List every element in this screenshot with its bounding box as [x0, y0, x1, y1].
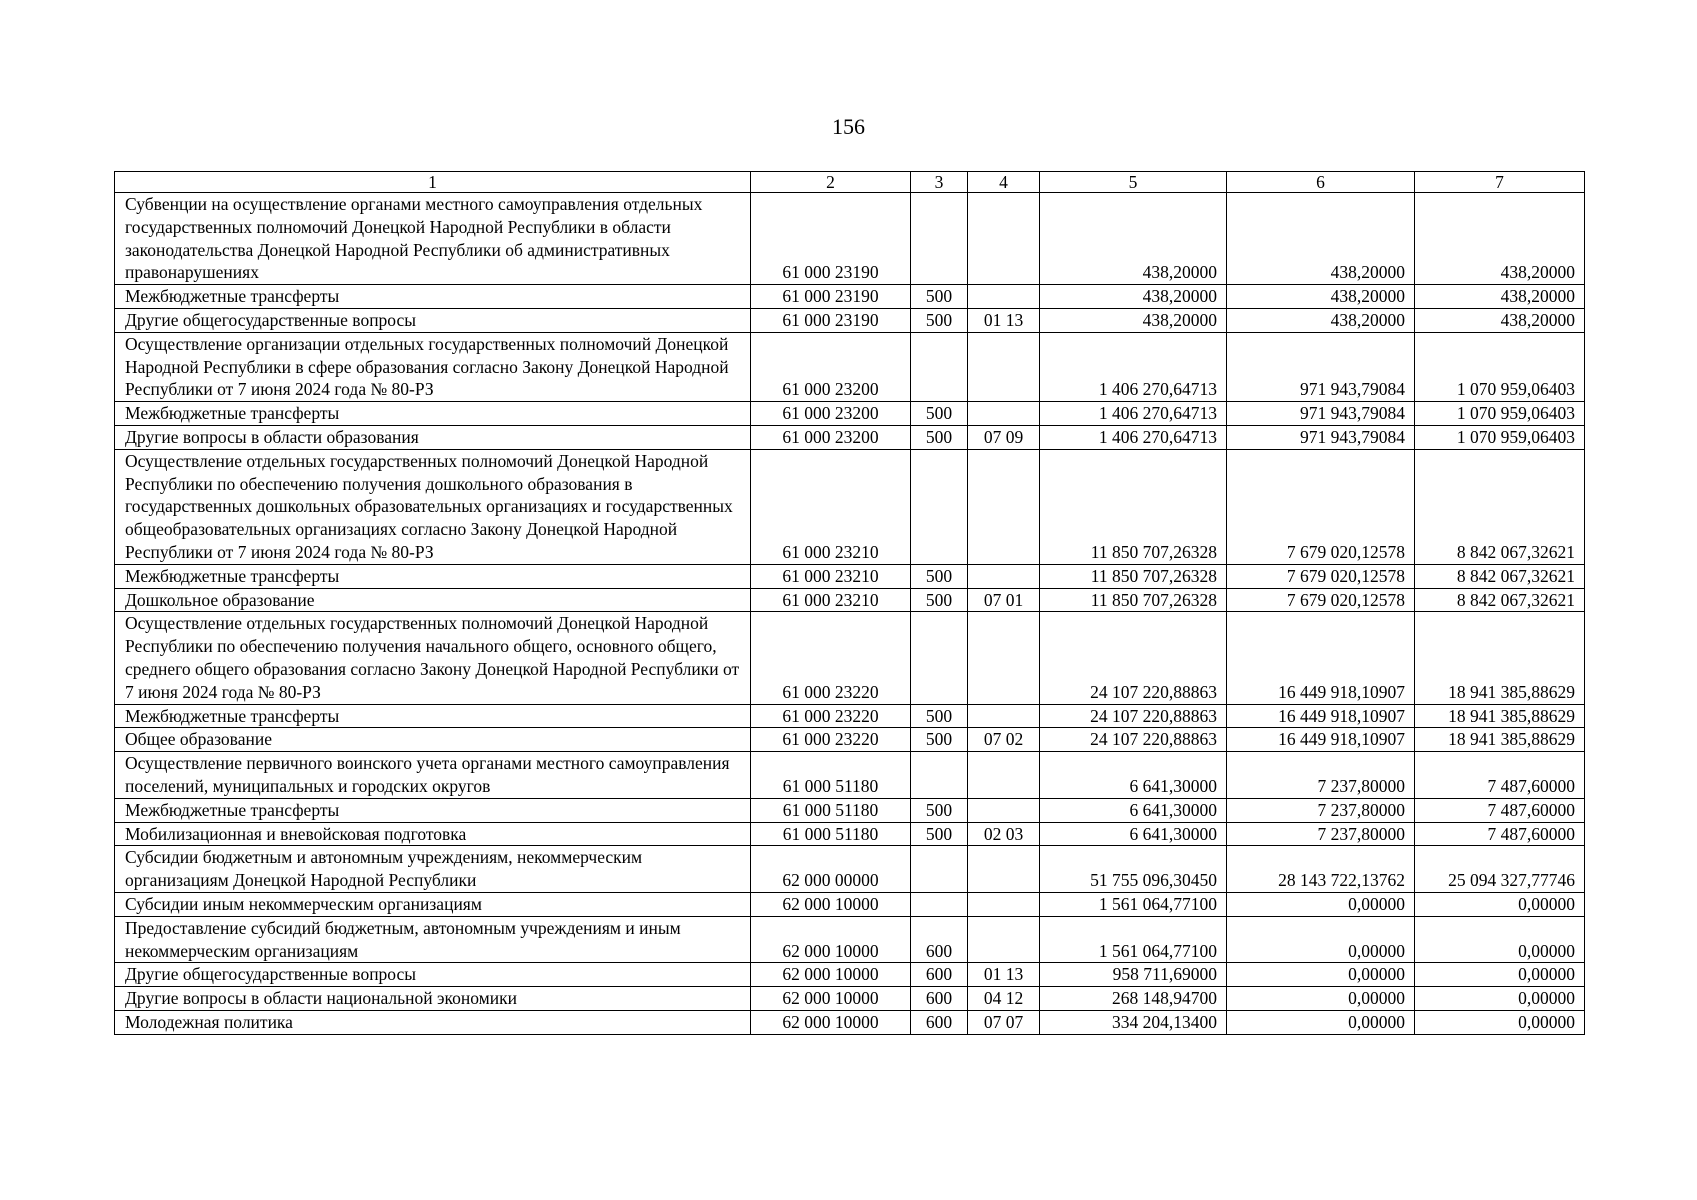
row-amount-6-cell: 16 449 918,10907: [1227, 728, 1415, 752]
row-name-cell: Осуществление организации отдельных государственных полномочий Донецкой Народной Республики в сфере образования согласно Закону Донецкой Народной Республики от 7 июня 2024 года № 80-РЗ: [115, 332, 751, 401]
row-amount-7-cell: 7 487,60000: [1415, 798, 1585, 822]
table-row: [115, 449, 1585, 564]
row-expense-type-cell: 600: [911, 987, 968, 1011]
table-row: [115, 752, 1585, 799]
row-amount-7-cell: 0,00000: [1415, 963, 1585, 987]
row-amount-5-cell: 1 561 064,77100: [1040, 916, 1227, 963]
row-name-cell: Общее образование: [115, 728, 751, 752]
row-code-cell: 62 000 10000: [751, 963, 911, 987]
row-amount-6-cell: 0,00000: [1227, 963, 1415, 987]
row-expense-type-cell: 500: [911, 285, 968, 309]
row-amount-7-cell: 0,00000: [1415, 916, 1585, 963]
row-amount-7-cell: 1 070 959,06403: [1415, 402, 1585, 426]
table-row: [115, 916, 1585, 963]
row-amount-5-cell: 268 148,94700: [1040, 987, 1227, 1011]
row-code-cell: 62 000 10000: [751, 987, 911, 1011]
row-section-cell: 07 09: [968, 425, 1040, 449]
row-section-cell: 07 02: [968, 728, 1040, 752]
column-header-5: 5: [1040, 172, 1227, 193]
row-expense-type-cell: 500: [911, 588, 968, 612]
row-amount-6-cell: 7 679 020,12578: [1227, 588, 1415, 612]
row-amount-5-cell: 334 204,13400: [1040, 1010, 1227, 1034]
row-section-cell: [968, 704, 1040, 728]
row-amount-5-cell: 11 850 707,26328: [1040, 564, 1227, 588]
row-expense-type-cell: 500: [911, 564, 968, 588]
row-section-cell: [968, 846, 1040, 893]
row-expense-type-cell: [911, 449, 968, 564]
row-section-cell: 02 03: [968, 822, 1040, 846]
row-section-cell: [968, 402, 1040, 426]
row-name-cell: Субсидии иным некоммерческим организациям: [115, 892, 751, 916]
table-row: [115, 987, 1585, 1011]
row-expense-type-cell: 500: [911, 728, 968, 752]
table-row: [115, 612, 1585, 704]
column-header-4: 4: [968, 172, 1040, 193]
row-section-cell: 07 01: [968, 588, 1040, 612]
row-amount-7-cell: 8 842 067,32621: [1415, 449, 1585, 564]
table-row: [115, 846, 1585, 893]
row-code-cell: 61 000 23200: [751, 425, 911, 449]
row-amount-7-cell: 8 842 067,32621: [1415, 564, 1585, 588]
table-row: [115, 704, 1585, 728]
row-amount-7-cell: 0,00000: [1415, 987, 1585, 1011]
row-amount-7-cell: 1 070 959,06403: [1415, 425, 1585, 449]
row-code-cell: 61 000 23210: [751, 564, 911, 588]
row-amount-6-cell: 7 237,80000: [1227, 822, 1415, 846]
row-expense-type-cell: 500: [911, 402, 968, 426]
page-number: 156: [832, 114, 865, 139]
row-section-cell: [968, 449, 1040, 564]
row-amount-7-cell: 18 941 385,88629: [1415, 612, 1585, 704]
row-code-cell: 61 000 23220: [751, 612, 911, 704]
row-amount-6-cell: 16 449 918,10907: [1227, 612, 1415, 704]
row-code-cell: 61 000 51180: [751, 752, 911, 799]
row-name-cell: Другие общегосударственные вопросы: [115, 308, 751, 332]
row-code-cell: 61 000 23200: [751, 332, 911, 401]
row-expense-type-cell: 500: [911, 308, 968, 332]
row-amount-6-cell: 438,20000: [1227, 285, 1415, 309]
row-amount-5-cell: 1 406 270,64713: [1040, 425, 1227, 449]
row-section-cell: [968, 193, 1040, 285]
row-name-cell: Другие вопросы в области образования: [115, 425, 751, 449]
row-expense-type-cell: 500: [911, 425, 968, 449]
row-expense-type-cell: [911, 752, 968, 799]
row-amount-5-cell: 6 641,30000: [1040, 798, 1227, 822]
row-code-cell: 61 000 23220: [751, 728, 911, 752]
row-amount-6-cell: 7 679 020,12578: [1227, 449, 1415, 564]
row-code-cell: 61 000 51180: [751, 822, 911, 846]
row-amount-6-cell: 16 449 918,10907: [1227, 704, 1415, 728]
row-amount-6-cell: 7 679 020,12578: [1227, 564, 1415, 588]
row-expense-type-cell: 500: [911, 704, 968, 728]
row-expense-type-cell: 500: [911, 822, 968, 846]
budget-table: [114, 171, 1585, 1035]
row-section-cell: 01 13: [968, 963, 1040, 987]
row-name-cell: Межбюджетные трансферты: [115, 285, 751, 309]
row-name-cell: Молодежная политика: [115, 1010, 751, 1034]
row-section-cell: 07 07: [968, 1010, 1040, 1034]
row-code-cell: 61 000 23210: [751, 449, 911, 564]
row-amount-5-cell: 11 850 707,26328: [1040, 588, 1227, 612]
row-name-cell: Субвенции на осуществление органами местного самоуправления отдельных государственных полномочий Донецкой Народной Республики в области законодательства Донецкой Народной Республики об административных правонарушениях: [115, 193, 751, 285]
row-amount-5-cell: 6 641,30000: [1040, 822, 1227, 846]
row-name-cell: Предоставление субсидий бюджетным, автономным учреждениям и иным некоммерческим организациям: [115, 916, 751, 963]
row-amount-5-cell: 958 711,69000: [1040, 963, 1227, 987]
row-name-cell: Другие вопросы в области национальной экономики: [115, 987, 751, 1011]
row-section-cell: [968, 798, 1040, 822]
row-amount-7-cell: 0,00000: [1415, 1010, 1585, 1034]
row-amount-5-cell: 438,20000: [1040, 285, 1227, 309]
row-amount-7-cell: 0,00000: [1415, 892, 1585, 916]
row-amount-6-cell: 0,00000: [1227, 916, 1415, 963]
row-section-cell: [968, 332, 1040, 401]
table-row: [115, 193, 1585, 285]
row-amount-7-cell: 438,20000: [1415, 193, 1585, 285]
row-code-cell: 61 000 23210: [751, 588, 911, 612]
row-code-cell: 62 000 10000: [751, 892, 911, 916]
row-section-cell: [968, 752, 1040, 799]
row-expense-type-cell: [911, 612, 968, 704]
row-code-cell: 61 000 23190: [751, 285, 911, 309]
row-amount-5-cell: 24 107 220,88863: [1040, 728, 1227, 752]
row-section-cell: [968, 285, 1040, 309]
row-expense-type-cell: 600: [911, 963, 968, 987]
table-row: [115, 822, 1585, 846]
row-amount-7-cell: 7 487,60000: [1415, 752, 1585, 799]
row-amount-7-cell: 438,20000: [1415, 285, 1585, 309]
column-header-6: 6: [1227, 172, 1415, 193]
row-name-cell: Субсидии бюджетным и автономным учреждениям, некоммерческим организациям Донецкой Народной Республики: [115, 846, 751, 893]
row-amount-7-cell: 18 941 385,88629: [1415, 704, 1585, 728]
table-row: [115, 892, 1585, 916]
row-section-cell: 01 13: [968, 308, 1040, 332]
row-amount-5-cell: 24 107 220,88863: [1040, 612, 1227, 704]
row-amount-6-cell: 0,00000: [1227, 892, 1415, 916]
table-row: [115, 1010, 1585, 1034]
row-amount-6-cell: 971 943,79084: [1227, 332, 1415, 401]
row-amount-6-cell: 971 943,79084: [1227, 402, 1415, 426]
row-name-cell: Мобилизационная и вневойсковая подготовка: [115, 822, 751, 846]
row-amount-6-cell: 7 237,80000: [1227, 798, 1415, 822]
row-code-cell: 61 000 23190: [751, 308, 911, 332]
row-amount-6-cell: 971 943,79084: [1227, 425, 1415, 449]
table-row: [115, 588, 1585, 612]
row-expense-type-cell: [911, 892, 968, 916]
row-code-cell: 62 000 10000: [751, 1010, 911, 1034]
column-header-2: 2: [751, 172, 911, 193]
row-name-cell: Осуществление первичного воинского учета органами местного самоуправления поселений, муниципальных и городских округов: [115, 752, 751, 799]
row-amount-6-cell: 28 143 722,13762: [1227, 846, 1415, 893]
row-code-cell: 61 000 23200: [751, 402, 911, 426]
table-row: [115, 332, 1585, 401]
row-section-cell: [968, 916, 1040, 963]
table-row: [115, 285, 1585, 309]
row-code-cell: 61 000 51180: [751, 798, 911, 822]
row-name-cell: Осуществление отдельных государственных полномочий Донецкой Народной Республики по обеспечению получения дошкольного образования в государственных дошкольных образовательных организациях и государственных общеобразовательных организациях согласно Закону Донецкой Народной Республики от 7 июня 2024 года № 80-РЗ: [115, 449, 751, 564]
row-name-cell: Межбюджетные трансферты: [115, 564, 751, 588]
row-amount-5-cell: 438,20000: [1040, 308, 1227, 332]
row-amount-5-cell: 11 850 707,26328: [1040, 449, 1227, 564]
row-amount-6-cell: 438,20000: [1227, 193, 1415, 285]
row-expense-type-cell: 500: [911, 798, 968, 822]
row-amount-7-cell: 18 941 385,88629: [1415, 728, 1585, 752]
column-header-3: 3: [911, 172, 968, 193]
row-section-cell: [968, 892, 1040, 916]
row-amount-5-cell: 6 641,30000: [1040, 752, 1227, 799]
table-row: [115, 963, 1585, 987]
row-amount-6-cell: 0,00000: [1227, 987, 1415, 1011]
row-amount-7-cell: 438,20000: [1415, 308, 1585, 332]
table-header-row: [115, 172, 1585, 193]
row-amount-5-cell: 24 107 220,88863: [1040, 704, 1227, 728]
row-section-cell: [968, 564, 1040, 588]
column-header-1: 1: [115, 172, 751, 193]
row-name-cell: Межбюджетные трансферты: [115, 704, 751, 728]
table-row: [115, 402, 1585, 426]
row-code-cell: 61 000 23220: [751, 704, 911, 728]
row-amount-6-cell: 7 237,80000: [1227, 752, 1415, 799]
row-expense-type-cell: 600: [911, 1010, 968, 1034]
row-amount-7-cell: 1 070 959,06403: [1415, 332, 1585, 401]
row-amount-6-cell: 0,00000: [1227, 1010, 1415, 1034]
row-name-cell: Дошкольное образование: [115, 588, 751, 612]
table-row: [115, 564, 1585, 588]
table-row: [115, 728, 1585, 752]
row-code-cell: 62 000 10000: [751, 916, 911, 963]
row-name-cell: Межбюджетные трансферты: [115, 798, 751, 822]
table-row: [115, 425, 1585, 449]
row-amount-7-cell: 7 487,60000: [1415, 822, 1585, 846]
row-expense-type-cell: 600: [911, 916, 968, 963]
row-section-cell: [968, 612, 1040, 704]
row-amount-7-cell: 8 842 067,32621: [1415, 588, 1585, 612]
row-amount-5-cell: 1 561 064,77100: [1040, 892, 1227, 916]
row-code-cell: 62 000 00000: [751, 846, 911, 893]
row-amount-6-cell: 438,20000: [1227, 308, 1415, 332]
row-code-cell: 61 000 23190: [751, 193, 911, 285]
row-amount-7-cell: 25 094 327,77746: [1415, 846, 1585, 893]
row-name-cell: Другие общегосударственные вопросы: [115, 963, 751, 987]
table-row: [115, 308, 1585, 332]
row-amount-5-cell: 1 406 270,64713: [1040, 402, 1227, 426]
row-name-cell: Межбюджетные трансферты: [115, 402, 751, 426]
row-expense-type-cell: [911, 193, 968, 285]
row-amount-5-cell: 1 406 270,64713: [1040, 332, 1227, 401]
row-amount-5-cell: 51 755 096,30450: [1040, 846, 1227, 893]
row-name-cell: Осуществление отдельных государственных полномочий Донецкой Народной Республики по обеспечению получения начального общего, основного общего, среднего общего образования согласно Закону Донецкой Народной Республики от 7 июня 2024 года № 80-РЗ: [115, 612, 751, 704]
row-section-cell: 04 12: [968, 987, 1040, 1011]
column-header-7: 7: [1415, 172, 1585, 193]
row-expense-type-cell: [911, 846, 968, 893]
table-row: [115, 798, 1585, 822]
row-expense-type-cell: [911, 332, 968, 401]
row-amount-5-cell: 438,20000: [1040, 193, 1227, 285]
